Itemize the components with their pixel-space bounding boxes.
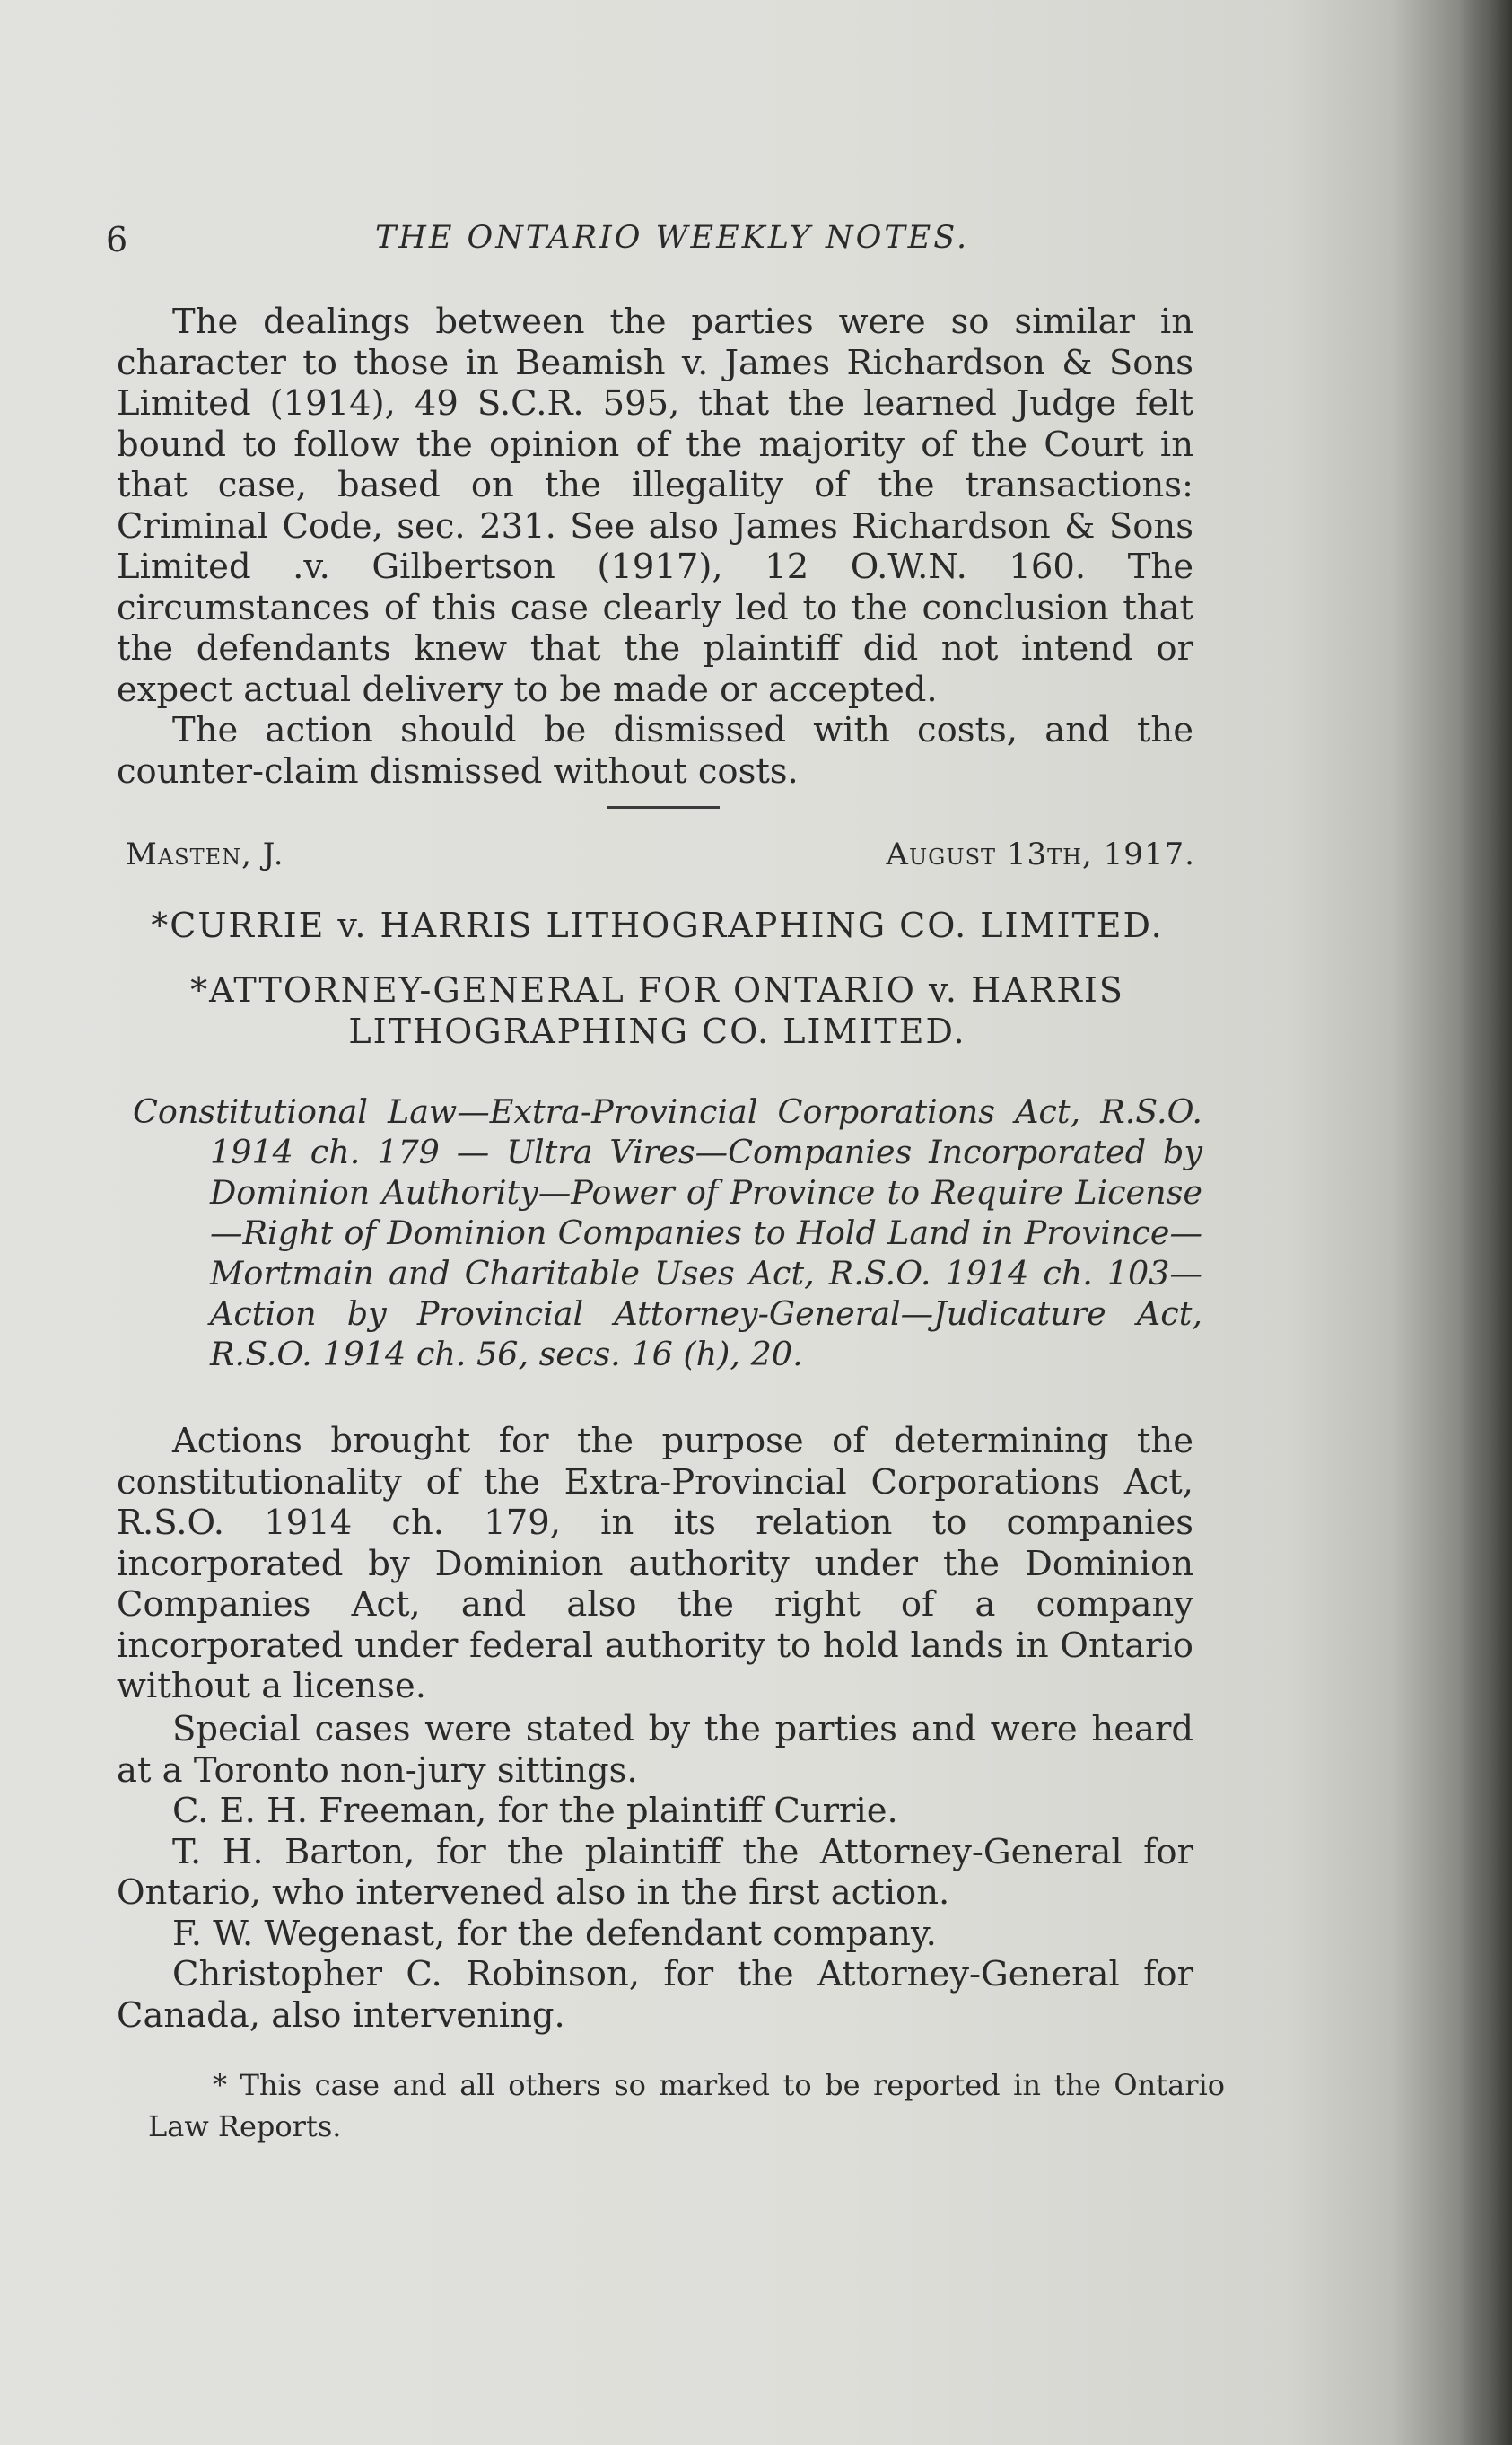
footnote: * This case and all others so marked to be reported in the Ontario Law Reports. (148, 2068, 1225, 2143)
running-title: THE ONTARIO WEEKLY NOTES. (375, 220, 970, 256)
section-divider (607, 806, 720, 809)
page-gutter-shadow (1458, 0, 1512, 2445)
paragraph: The action should be dismissed with costs, and the counter-claim dismissed without costs. (117, 710, 1193, 792)
proceedings (117, 1709, 1193, 2036)
case-title: *CURRIE v. HARRIS LITHOGRAPHING CO. LIMITED. (151, 906, 1164, 945)
paragraph: Actions brought for the purpose of determining the constitutionality of the Extra-Provincial Corporations Act, R.S.O. 1914 ch. 179, in its relation to companies incorporated by Dominion authority under the Dominion Companies Act, and also the right of a company incorporated under federal authority to hold lands in Ontario without a license. (117, 1421, 1193, 1706)
counsel-line: C. E. H. Freeman, for the plaintiff Currie. (172, 1791, 898, 1831)
headnote: Constitutional Law—Extra-Provincial Corporations Act, R.S.O. 1914 ch. 179 — Ultra Vires—Companies Incorporated by Dominion Authority—Power of Province to Require License —Right of Dominion Companies to Hold Land in Province— Mortmain and Charitable Uses Act, R.S.O. 1914 ch. 103— Action by Provincial Attorney-General—Judicature Act, R.S.O. 1914 ch. 56, secs. 16 (h), 20. (133, 1092, 1202, 1373)
counsel-line: Christopher C. Robinson, for the Attorney-General for Canada, also intervening. (117, 1954, 1193, 2036)
paragraph: Special cases were stated by the parties and were heard at a Toronto non-jury sittings. (117, 1709, 1193, 1791)
judgment-date: August 13th, 1917. (886, 837, 1195, 872)
case-summary (117, 1421, 1193, 1707)
page-header (106, 220, 1192, 274)
counsel-line: F. W. Wegenast, for the defendant company. (172, 1913, 937, 1954)
page-number: 6 (106, 220, 128, 259)
judge-name: Masten, J. (126, 837, 284, 872)
case-title: *ATTORNEY-GENERAL FOR ONTARIO v. HARRIS LITHOGRAPHING CO. LIMITED. (190, 970, 1124, 1051)
paragraph: The dealings between the parties were so similar in character to those in Beamish v. James Richardson & Sons Limited (1914), 49 S.C.R. 595, that the learned Judge felt bound to follow the opinion of the majority of the Court in that case, based on the illegality of the transactions: Criminal Code, sec. 231. See also James Richardson & Sons Limited .v. Gilbertson (1917), 12 O.W.N. 160. The circumstances of this case clearly led to the conclusion that the defendants knew that the plaintiff did not intend or expect actual delivery to be made or accepted. (117, 302, 1193, 710)
counsel-line: T. H. Barton, for the plaintiff the Attorney-General for Ontario, who intervened also in the first action. (117, 1831, 1193, 1913)
opening-paragraphs (117, 302, 1193, 792)
